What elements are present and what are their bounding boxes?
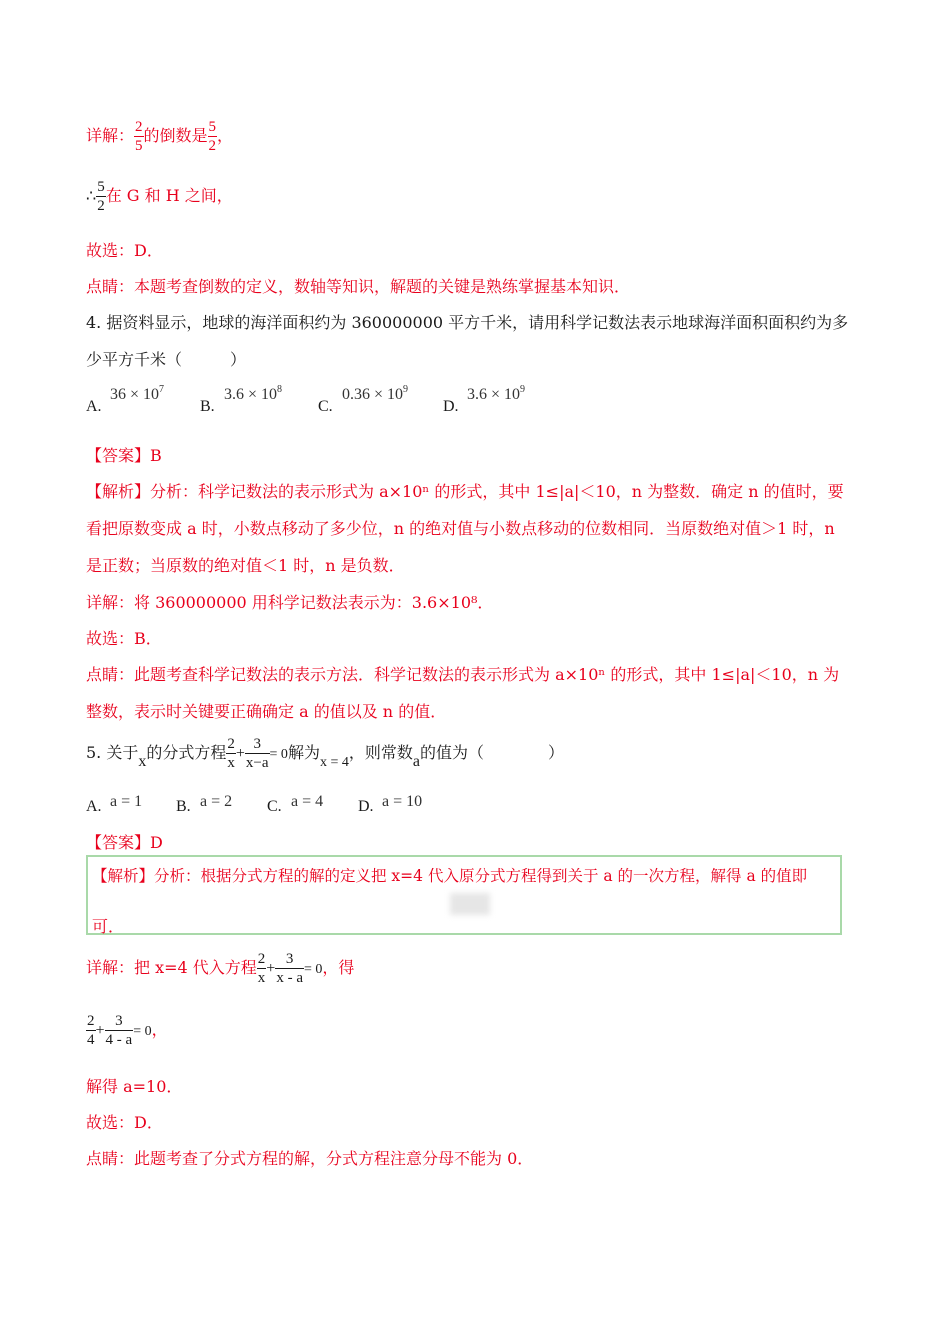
detail-label: 详解： <box>86 126 135 145</box>
q4-option-a-value: $36 \times 10^7$ <box>110 384 165 403</box>
q4-stem-line2: 少平方千米（ ） <box>86 350 247 369</box>
fraction-2-5: $\frac{2}{5}$ <box>135 119 143 154</box>
q5-substituted-equation: $\frac{2}{4}$ + $\frac{3}{4 - a}$ = 0， <box>87 1013 168 1048</box>
q3-choose: 故选：D． <box>86 241 163 260</box>
fraction-2-x: $\frac{2}{x}$ <box>227 736 235 771</box>
q5-option-d-label: D. <box>358 798 374 815</box>
q5-option-c-label: C. <box>267 798 282 815</box>
q4-analysis-line1: 【解析】分析：科学记数法的表示形式为 a×10ⁿ 的形式，其中 1≤|a|＜10，n 为整数．确定 n 的值时，要 <box>86 482 844 501</box>
q4-option-b-label: B. <box>200 398 215 415</box>
q4-option-d-value: $3.6 \times 10^9$ <box>467 384 526 403</box>
q4-option-c-label: C. <box>318 398 333 415</box>
fraction-5-2: $\frac{5}{2}$ <box>97 179 105 214</box>
q4-option-d-label: D. <box>443 398 459 415</box>
q4-analysis-line2: 看把原数变成 a 时，小数点移动了多少位，n 的绝对值与小数点移动的位数相同．当原数绝对值＞1 时，n <box>86 519 835 538</box>
q5-detail-line: 详解：把 x=4 代入方程 $\frac{2}{x}$ + $\frac{3}{x - a}$ = 0，得 <box>86 951 355 986</box>
q4-comment-line2: 整数，表示时关键要正确确定 a 的值以及 n 的值． <box>86 702 447 721</box>
q5-option-b-label: B. <box>176 798 191 815</box>
q5-option-c-value: a = 4 <box>291 793 324 810</box>
q4-option-c-value: $0.36 \times 10^9$ <box>342 384 409 403</box>
fraction-3-x-minus-a: $\frac{3}{x - a}$ <box>276 951 303 986</box>
q5-stem: 5. 关于x的分式方程 $\frac{2}{x}$ + $\frac{3}{x-a}$ = 0解为x = 4，则常数a的值为（ ） <box>86 736 564 771</box>
q4-comment-line1: 点睛：此题考查科学记数法的表示方法．科学记数法的表示形式为 a×10ⁿ 的形式，其中 1≤|a|＜10，n 为 <box>86 665 840 684</box>
q5-choose: 故选：D． <box>86 1113 163 1132</box>
q5-solve: 解得 a=10． <box>86 1077 183 1096</box>
q5-option-a-value: a = 1 <box>110 793 143 810</box>
q4-option-a-label: A. <box>86 398 102 415</box>
fraction-3-4-minus-a: $\frac{3}{4 - a}$ <box>105 1013 133 1048</box>
q5-analysis-line1: 【解析】分析：根据分式方程的解的定义把 x=4 代入原分式方程得到关于 a 的一次方程，解得 a 的值即 <box>92 867 808 885</box>
q5-option-a-label: A. <box>86 798 102 815</box>
fraction-2-x: $\frac{2}{x}$ <box>257 951 266 986</box>
q5-option-d-value: a = 10 <box>382 793 423 810</box>
q5-answer: 【答案】D <box>86 833 163 852</box>
q3-therefore-line: ∴ $\frac{5}{2}$ 在 G 和 H 之间， <box>86 179 233 214</box>
q5-analysis-line2: 可． <box>92 917 125 936</box>
q4-option-b-value: $3.6 \times 10^8$ <box>224 384 283 403</box>
fraction-2-4: $\frac{2}{4}$ <box>87 1013 95 1048</box>
q4-stem-line1: 4. 据资料显示，地球的海洋面积约为 360000000 平方千米，请用科学记数法表示地球海洋面积面积约为多 <box>86 313 849 332</box>
q4-choose: 故选：B． <box>86 629 162 648</box>
q5-comment: 点睛：此题考查了分式方程的解，分式方程注意分母不能为 0． <box>86 1149 534 1168</box>
fraction-3-x-minus-a: $\frac{3}{x-a}$ <box>245 736 269 771</box>
fraction-5-2: $\frac{5}{2}$ <box>208 119 217 154</box>
q3-detail-line: 详解： $\frac{2}{5}$ 的倒数是 $\frac{5}{2}$ ， <box>86 119 234 154</box>
q3-comment: 点睛：本题考查倒数的定义，数轴等知识，解题的关键是熟练掌握基本知识． <box>86 277 631 296</box>
scan-smudge <box>450 893 490 915</box>
q4-analysis-line3: 是正数；当原数的绝对值＜1 时，n 是负数． <box>86 556 405 575</box>
q4-detail: 详解：将 360000000 用科学记数法表示为：3.6×10⁸． <box>86 593 494 612</box>
q5-option-b-value: a = 2 <box>200 793 233 810</box>
q4-answer: 【答案】B <box>86 446 162 465</box>
